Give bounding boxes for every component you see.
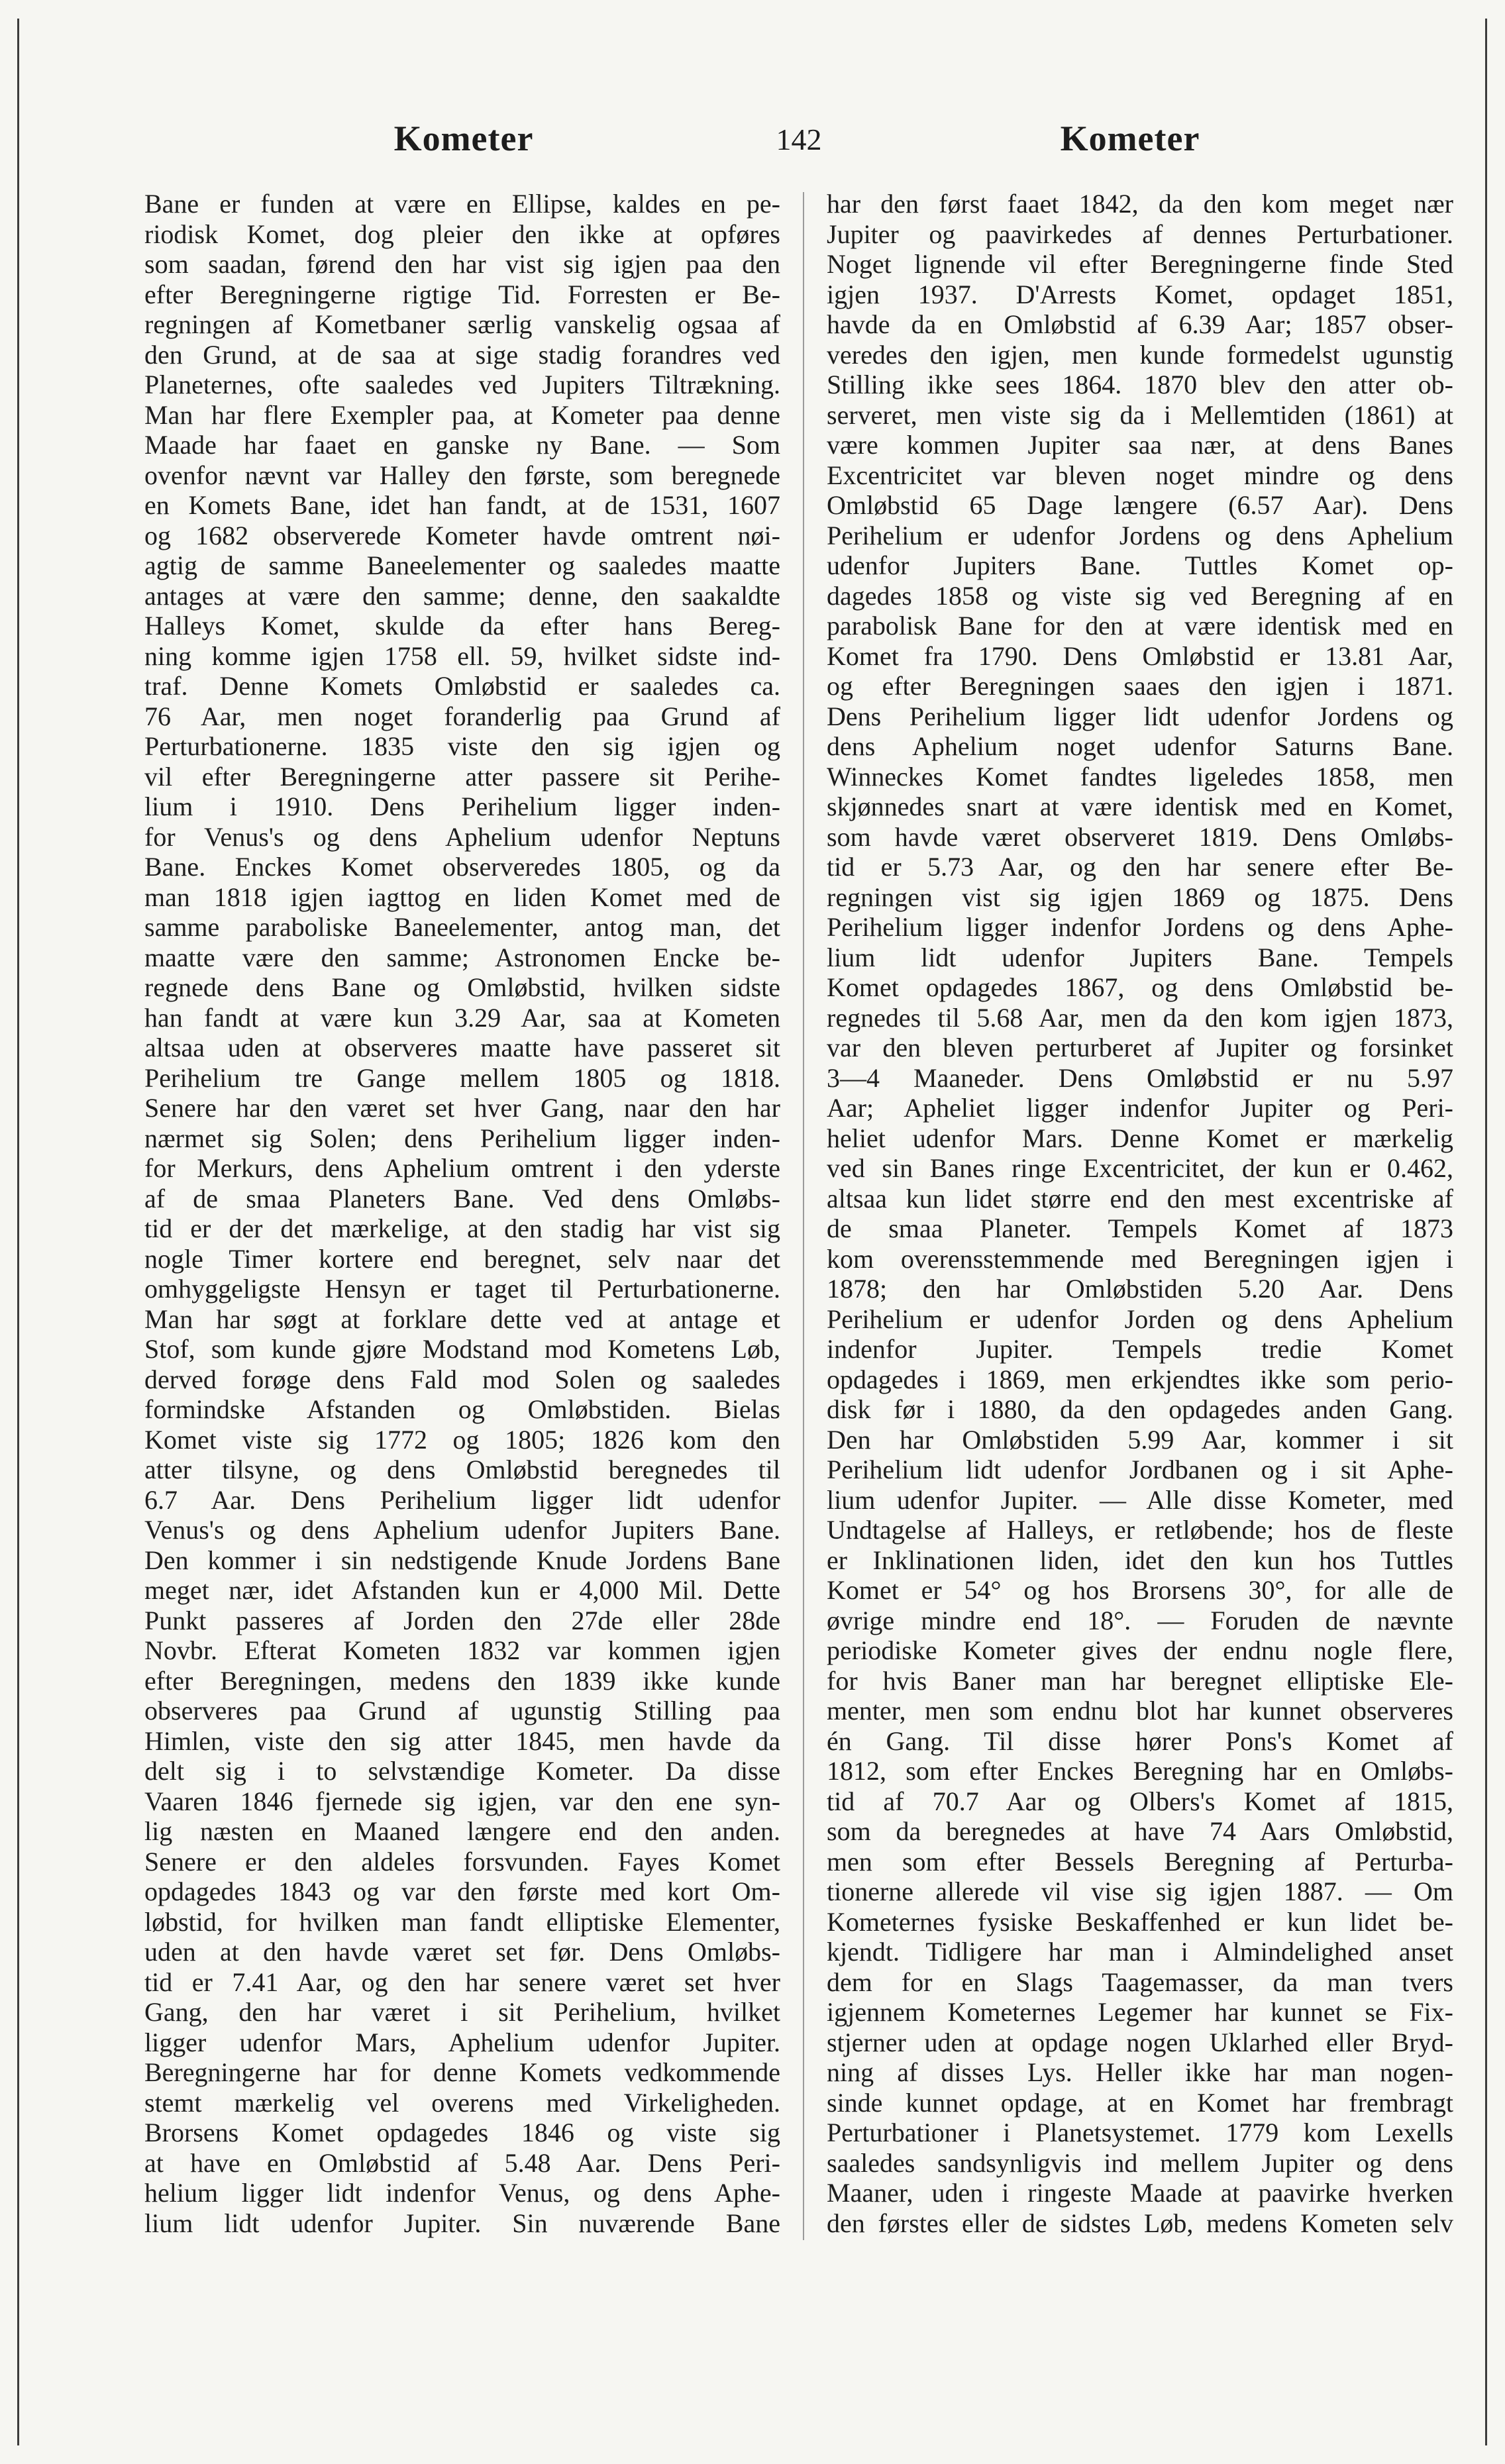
column-divider [803, 192, 804, 2240]
text-line: at have en Omløbstid af 5.48 Aar. Dens Peri- [144, 2147, 780, 2178]
text-line: Punkt passeres af Jorden den 27de eller 28de [144, 1605, 780, 1635]
text-line: man 1818 igjen iagttog en liden Komet med de [144, 882, 780, 912]
text-line: for Merkurs, dens Aphelium omtrent i den yderste [144, 1153, 780, 1183]
text-line: omhyggeligste Hensyn er taget til Perturbationerne. [144, 1274, 780, 1304]
text-line: vil efter Beregningerne atter passere sit Perihe- [144, 761, 780, 792]
text-line: lium lidt udenfor Jupiter. Sin nuværende Bane [144, 2208, 780, 2238]
text-line: lium i 1910. Dens Perihelium ligger inden- [144, 792, 780, 821]
text-line: sinde kunnet opdage, at en Komet har frembragt [827, 2087, 1453, 2118]
text-line: parabolisk Bane for den at være identisk med en [827, 611, 1453, 641]
text-line: tid af 70.7 Aar og Olbers's Komet af 1815, [827, 1786, 1453, 1816]
text-line: den førstes eller de sidstes Løb, medens Kometen selv [827, 2208, 1453, 2238]
text-line: Perihelium lidt udenfor Jordbanen og i sit Aphe- [827, 1455, 1453, 1484]
text-line: han fandt at være kun 3.29 Aar, saa at Kometen [144, 1002, 780, 1033]
text-line: helium ligger lidt indenfor Venus, og dens Aphe- [144, 2178, 780, 2208]
text-line: altsaa uden at observeres maatte have passeret sit [144, 1033, 780, 1062]
text-line: saaledes sandsynligvis ind mellem Jupiter og dens [827, 2147, 1453, 2178]
text-line: Stilling ikke sees 1864. 1870 blev den atter ob- [827, 370, 1453, 399]
text-line: regningen af Kometbaner særlig vanskelig ogsaa af [144, 309, 780, 339]
text-line: de smaa Planeter. Tempels Komet af 1873 [827, 1213, 1453, 1243]
text-line: Bane. Enckes Komet observeredes 1805, og da [144, 852, 780, 882]
text-line: Den kommer i sin nedstigende Knude Jordens Bane [144, 1545, 780, 1575]
text-line: øvrige mindre end 18°. — Foruden de nævnte [827, 1605, 1453, 1635]
text-line: Planeternes, ofte saaledes ved Jupiters Tiltrækning. [144, 370, 780, 399]
text-line: maatte være den samme; Astronomen Encke be- [144, 942, 780, 972]
text-line: Komet er 54° og hos Brorsens 30°, for alle de [827, 1575, 1453, 1605]
text-line: indenfor Jupiter. Tempels tredie Komet [827, 1334, 1453, 1364]
text-line: Komet viste sig 1772 og 1805; 1826 kom den [144, 1424, 780, 1455]
text-line: én Gang. Til disse hører Pons's Komet af [827, 1725, 1453, 1756]
text-line: men som efter Bessels Beregning af Perturba- [827, 1846, 1453, 1876]
text-line: Maaner, uden i ringeste Maade at paavirke hverken [827, 2178, 1453, 2208]
text-line: som saadan, førend den har vist sig igjen paa den [144, 249, 780, 279]
text-line: riodisk Komet, dog pleier den ikke at opføres [144, 219, 780, 249]
text-line: traf. Denne Komets Omløbstid er saaledes ca. [144, 671, 780, 701]
text-line: nogle Timer kortere end beregnet, selv naar det [144, 1243, 780, 1274]
text-line: opdagedes 1843 og var den første med kort Om- [144, 1876, 780, 1906]
text-line: 3—4 Maaneder. Dens Omløbstid er nu 5.97 [827, 1062, 1453, 1093]
text-line: tid er der det mærkelige, at den stadig har vist sig [144, 1213, 780, 1243]
text-line: var den bleven perturberet af Jupiter og forsinket [827, 1033, 1453, 1062]
text-line: tid er 5.73 Aar, og den har senere efter Be- [827, 852, 1453, 882]
text-line: Bane er funden at være en Ellipse, kaldes en pe- [144, 189, 780, 219]
text-line: Perihelium tre Gange mellem 1805 og 1818. [144, 1062, 780, 1093]
text-line: opdagedes i 1869, men erkjendtes ikke som perio- [827, 1364, 1453, 1394]
text-line: for Venus's og dens Aphelium udenfor Neptuns [144, 821, 780, 852]
text-line: en Komets Bane, idet han fandt, at de 1531, 1607 [144, 490, 780, 520]
text-line: Perturbationer i Planetsystemet. 1779 kom Lexells [827, 2118, 1453, 2147]
text-line: Komet opdagedes 1867, og dens Omløbstid be- [827, 972, 1453, 1002]
page-edge-right [1485, 19, 1487, 2445]
text-line: Senere er den aldeles forsvunden. Fayes Komet [144, 1846, 780, 1876]
text-line: altsaa kun lidet større end den mest excentriske af [827, 1183, 1453, 1213]
text-line: stjerner uden at opdage nogen Uklarhed eller Bryd- [827, 2027, 1453, 2057]
text-line: 1812, som efter Enckes Beregning har en Omløbs- [827, 1756, 1453, 1786]
text-line: nærmet sig Solen; dens Perihelium ligger inden- [144, 1123, 780, 1153]
text-line: Komet fra 1790. Dens Omløbstid er 13.81 Aar, [827, 641, 1453, 671]
text-line: Man har søgt at forklare dette ved at antage et [144, 1304, 780, 1334]
text-line: menter, men som endnu blot har kunnet observeres [827, 1696, 1453, 1725]
text-line: dem for en Slags Taagemasser, da man tvers [827, 1967, 1453, 1997]
text-line: udenfor Jupiters Bane. Tuttles Komet op- [827, 550, 1453, 580]
text-line: Himlen, viste den sig atter 1845, men havde da [144, 1725, 780, 1756]
text-line: som havde været observeret 1819. Dens Omløbs- [827, 821, 1453, 852]
text-line: efter Beregningerne rigtige Tid. Forresten er Be- [144, 279, 780, 309]
text-line: Perihelium ligger indenfor Jordens og dens Aphe- [827, 912, 1453, 942]
text-line: er Inklinationen liden, idet den kun hos Tuttles [827, 1545, 1453, 1575]
text-line: og 1682 observerede Kometer havde omtrent nøi- [144, 520, 780, 550]
text-line: agtig de samme Baneelementer og saaledes maatte [144, 550, 780, 580]
text-line: regnede dens Bane og Omløbstid, hvilken sidste [144, 972, 780, 1002]
text-line: regningen vist sig igjen 1869 og 1875. Dens [827, 882, 1453, 912]
text-line: Maade har faaet en ganske ny Bane. — Som [144, 430, 780, 460]
text-line: Undtagelse af Halleys, er retløbende; hos de fleste [827, 1515, 1453, 1545]
text-line: Dens Perihelium ligger lidt udenfor Jordens og [827, 701, 1453, 731]
running-head-right: Kometer [1060, 119, 1200, 158]
text-line: lig næsten en Maaned længere end den anden. [144, 1816, 780, 1846]
text-line: Stof, som kunde gjøre Modstand mod Kometens Løb, [144, 1334, 780, 1364]
text-line: Den har Omløbstiden 5.99 Aar, kommer i sit [827, 1424, 1453, 1455]
running-head-left: Kometer [393, 119, 534, 158]
text-line: ovenfor nævnt var Halley den første, som beregnede [144, 460, 780, 490]
text-line: ved sin Banes ringe Excentricitet, der kun er 0.462, [827, 1153, 1453, 1183]
text-line: 6.7 Aar. Dens Perihelium ligger lidt udenfor [144, 1484, 780, 1515]
text-line: kom overensstemmende med Beregningen igjen i [827, 1243, 1453, 1274]
text-line: Perturbationerne. 1835 viste den sig igjen og [144, 731, 780, 761]
text-line: havde da en Omløbstid af 6.39 Aar; 1857 obser- [827, 309, 1453, 339]
text-line: tionerne allerede vil vise sig igjen 1887. — Om [827, 1876, 1453, 1906]
text-line: den Grund, at de saa at sige stadig forandres ved [144, 339, 780, 370]
text-line: Jupiter og paavirkedes af dennes Perturbationer. [827, 219, 1453, 249]
text-line: Novbr. Efterat Kometen 1832 var kommen igjen [144, 1635, 780, 1665]
text-line: regnedes til 5.68 Aar, men da den kom igjen 1873, [827, 1002, 1453, 1033]
text-line: Excentricitet var bleven noget mindre og dens [827, 460, 1453, 490]
text-line: 76 Aar, men noget foranderlig paa Grund af [144, 701, 780, 731]
text-line: heliet udenfor Mars. Denne Komet er mærkelig [827, 1123, 1453, 1153]
text-line: Perihelium er udenfor Jordens og dens Aphelium [827, 520, 1453, 550]
text-line: Omløbstid 65 Dage længere (6.57 Aar). Dens [827, 490, 1453, 520]
text-line: Kometernes fysiske Beskaffenhed er kun lidet be- [827, 1906, 1453, 1937]
right-column [827, 189, 1453, 2238]
text-line: derved forøge dens Fald mod Solen og saaledes [144, 1364, 780, 1394]
text-line: Man har flere Exempler paa, at Kometer paa denne [144, 399, 780, 430]
text-line: samme paraboliske Baneelementer, antog man, det [144, 912, 780, 942]
text-line: dens Aphelium noget udenfor Saturns Bane. [827, 731, 1453, 761]
text-line: for hvis Baner man har beregnet elliptiske Ele- [827, 1665, 1453, 1696]
text-line: igjennem Kometernes Legemer har kunnet se Fix- [827, 1997, 1453, 2027]
text-line: disk før i 1880, da den opdagedes anden Gang. [827, 1394, 1453, 1424]
text-line: dagedes 1858 og viste sig ved Beregning af en [827, 580, 1453, 611]
text-line: kjendt. Tidligere har man i Almindelighed anset [827, 1937, 1453, 1967]
left-column [144, 189, 780, 2238]
text-line: lium udenfor Jupiter. — Alle disse Kometer, med [827, 1484, 1453, 1515]
text-line: serveret, men viste sig da i Mellemtiden (1861) at [827, 399, 1453, 430]
text-line: efter Beregningen, medens den 1839 ikke kunde [144, 1665, 780, 1696]
text-line: atter tilsyne, og dens Omløbstid beregnedes til [144, 1455, 780, 1484]
text-line: meget nær, idet Afstanden kun er 4,000 Mil. Dette [144, 1575, 780, 1605]
text-line: som da beregnedes at have 74 Aars Omløbstid, [827, 1816, 1453, 1846]
text-line: ligger udenfor Mars, Aphelium udenfor Jupiter. [144, 2027, 780, 2057]
text-line: Senere har den været set hver Gang, naar den har [144, 1093, 780, 1123]
text-line: lium lidt udenfor Jupiters Bane. Tempels [827, 942, 1453, 972]
text-line: Gang, den har været i sit Perihelium, hvilket [144, 1997, 780, 2027]
text-line: af de smaa Planeters Bane. Ved dens Omløbs- [144, 1183, 780, 1213]
text-line: 1878; den har Omløbstiden 5.20 Aar. Dens [827, 1274, 1453, 1304]
text-line: igjen 1937. D'Arrests Komet, opdaget 1851, [827, 279, 1453, 309]
text-line: Beregningerne har for denne Komets vedkommende [144, 2057, 780, 2087]
text-line: uden at den havde været set før. Dens Omløbs- [144, 1937, 780, 1967]
text-line: periodiske Kometer gives der endnu nogle flere, [827, 1635, 1453, 1665]
text-line: har den først faaet 1842, da den kom meget nær [827, 189, 1453, 219]
text-line: formindske Afstanden og Omløbstiden. Bielas [144, 1394, 780, 1424]
text-line: Aar; Apheliet ligger indenfor Jupiter og Peri- [827, 1093, 1453, 1123]
text-line: tid er 7.41 Aar, og den har senere været set hver [144, 1967, 780, 1997]
text-line: delt sig i to selvstændige Kometer. Da disse [144, 1756, 780, 1786]
text-line: være kommen Jupiter saa nær, at dens Banes [827, 430, 1453, 460]
text-line: ning af disses Lys. Heller ikke har man nogen- [827, 2057, 1453, 2087]
text-line: Venus's og dens Aphelium udenfor Jupiters Bane. [144, 1515, 780, 1545]
text-line: Winneckes Komet fandtes ligeledes 1858, men [827, 761, 1453, 792]
text-line: og efter Beregningen saaes den igjen i 1871. [827, 671, 1453, 701]
text-line: Noget lignende vil efter Beregningerne finde Sted [827, 249, 1453, 279]
page-edge-left [17, 19, 19, 2445]
text-line: ning komme igjen 1758 ell. 59, hvilket sidste ind- [144, 641, 780, 671]
text-line: Vaaren 1846 fjernede sig igjen, var den ene syn- [144, 1786, 780, 1816]
text-line: løbstid, for hvilken man fandt elliptiske Elementer, [144, 1906, 780, 1937]
text-line: skjønnedes snart at være identisk med en Komet, [827, 792, 1453, 821]
text-line: Brorsens Komet opdagedes 1846 og viste sig [144, 2118, 780, 2147]
text-line: Halleys Komet, skulde da efter hans Bereg- [144, 611, 780, 641]
text-line: Perihelium er udenfor Jorden og dens Aphelium [827, 1304, 1453, 1334]
text-line: observeres paa Grund af ugunstig Stilling paa [144, 1696, 780, 1725]
text-line: veredes den igjen, men kunde formedelst ugunstig [827, 339, 1453, 370]
text-line: stemt mærkelig vel overens med Virkeligheden. [144, 2087, 780, 2118]
page-number: 142 [776, 123, 822, 156]
text-line: antages at være den samme; denne, den saakaldte [144, 580, 780, 611]
